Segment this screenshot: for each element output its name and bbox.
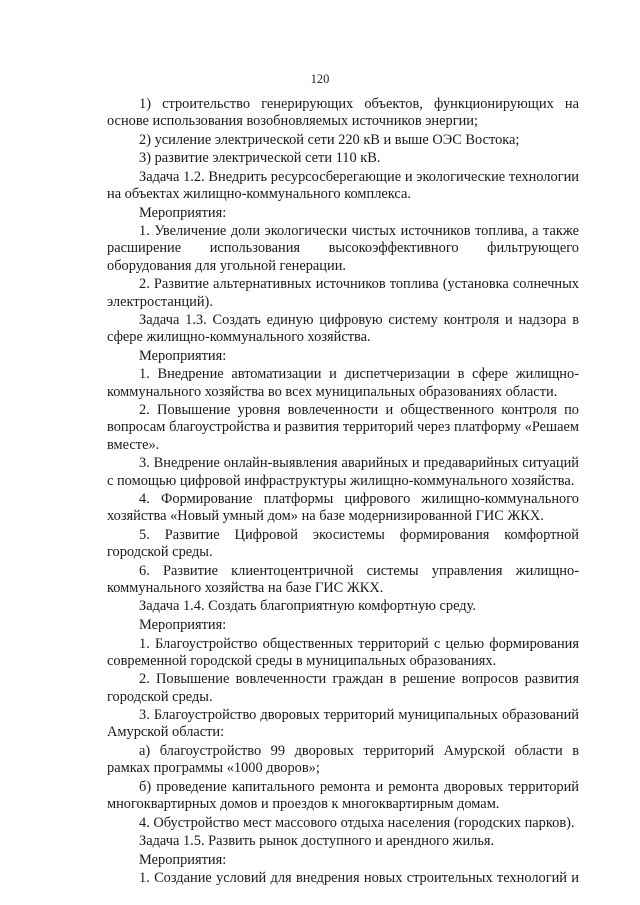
task-heading: Задача 1.3. Создать единую цифровую систему контроля и надзора в сфере жилищно-коммунального хозяйства. [107,312,579,346]
paragraph: 6. Развитие клиентоцентричной системы управления жилищно-коммунального хозяйства на базе ГИС ЖКХ. [107,562,579,596]
paragraph: 2) усиление электрической сети 220 кВ и выше ОЭС Востока; [139,131,520,148]
paragraph: а) благоустройство 99 дворовых территорий Амурской области в рамках программы «1000 дворов»; [107,742,579,777]
paragraph: 1. Создание условий для внедрения новых строительных технологий и [139,870,579,887]
measures-label: Мероприятия: [139,851,227,868]
paragraph: 2. Повышение вовлеченности граждан в решение вопросов развития городской среды. [107,671,579,705]
task-heading: Задача 1.5. Развить рынок доступного и арендного жилья. [139,833,495,850]
paragraph: 5. Развитие Цифровой экосистемы формирования комфортной городской среды. [107,526,579,561]
task-heading: Задача 1.2. Внедрить ресурсосберегающие и экологические технологии на объектах жилищно-коммунального комплекса. [107,168,579,203]
measures-label: Мероприятия: [139,617,227,633]
measures-label: Мероприятия: [139,347,227,364]
paragraph: 1. Внедрение автоматизации и диспетчеризации в сфере жилищно-коммунального хозяйства во всех муниципальных образованиях области. [107,366,579,400]
document-body [107,96,579,889]
paragraph: 1. Увеличение доли экологически чистых источников топлива, а также расширение использования высокоэффективного фильтрующего оборудования для угольной генерации. [107,223,579,274]
paragraph: 1. Благоустройство общественных территорий с целью формирования современной городской среды в муниципальных образованиях. [107,635,579,669]
measures-label: Мероприятия: [139,204,227,221]
paragraph: 2. Развитие альтернативных источников топлива (установка солнечных электростанций). [107,276,579,310]
paragraph: 4. Формирование платформы цифрового жилищно-коммунального хозяйства «Новый умный дом» на базе модернизированной ГИС ЖКХ. [107,491,579,525]
paragraph: 3. Внедрение онлайн-выявления аварийных и предаварийных ситуаций с помощью цифровой инфраструктуры жилищно-коммунального хозяйства. [107,455,579,489]
paragraph: б) проведение капитального ремонта и ремонта дворовых территорий многоквартирных домов и проездов к многоквартирным домам. [107,778,579,812]
paragraph: 2. Повышение уровня вовлеченности и общественного контроля по вопросам благоустройства и развития территорий через платформу «Решаем вместе». [107,402,579,453]
task-heading: Задача 1.4. Создать благоприятную комфортную среду. [139,598,476,615]
paragraph: 1) строительство генерирующих объектов, функционирующих на основе использования возобновляемых источников энергии; [107,96,579,130]
paragraph: 3) развитие электрической сети 110 кВ. [139,150,381,167]
paragraph: 3. Благоустройство дворовых территорий муниципальных образований Амурской области: [107,707,579,741]
page-number: 120 [310,72,330,86]
paragraph: 4. Обустройство мест массового отдыха населения (городских парков). [139,814,575,831]
